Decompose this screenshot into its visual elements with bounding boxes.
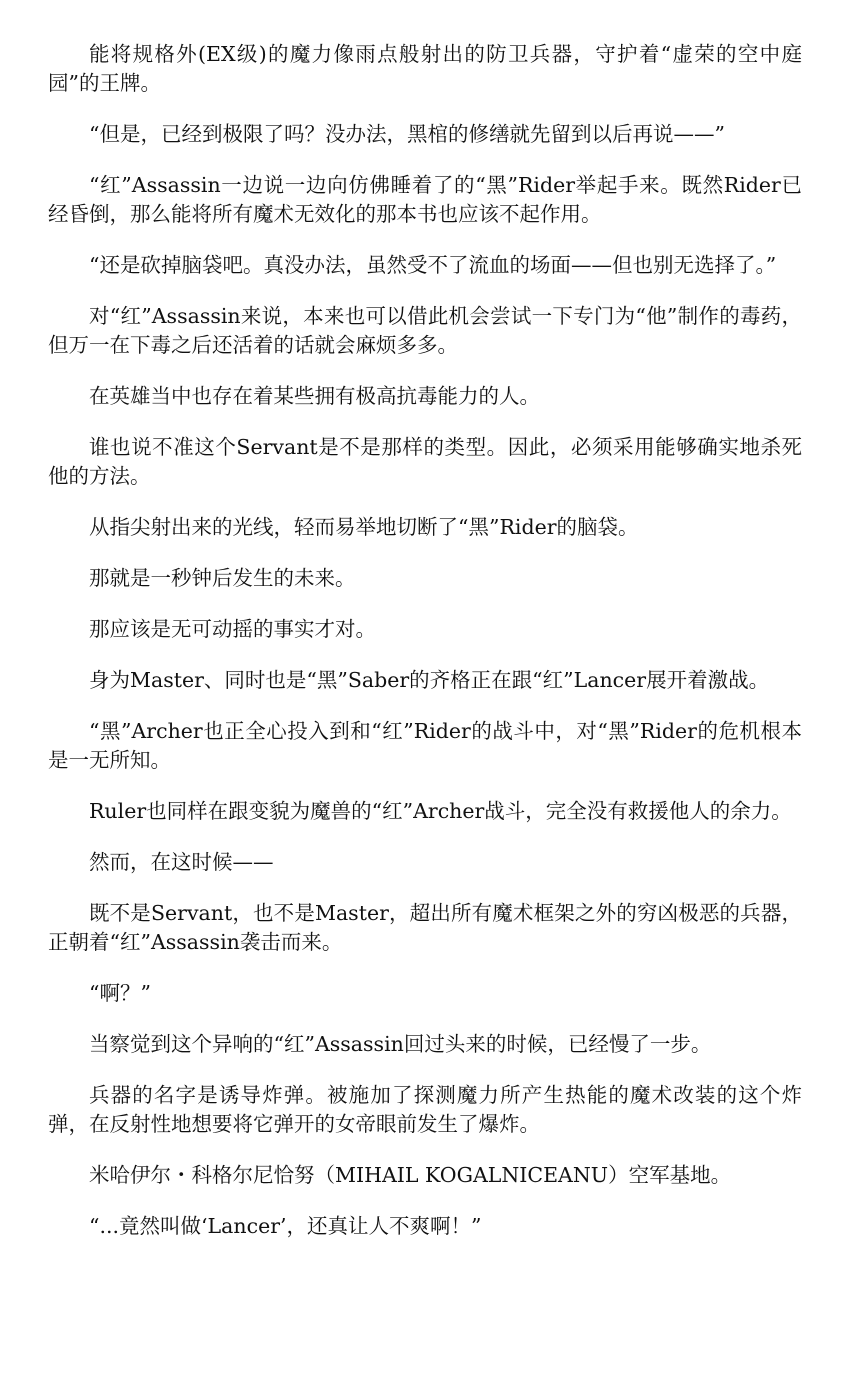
paragraph: 那应该是无可动摇的事实才对。 xyxy=(89,617,376,641)
paragraph: 兵器的名字是诱导炸弹。被施加了探测魔力所产生热能的魔术改装的这个炸弹，在反射性地想要将它弹开的女帝眼前发生了爆炸。 xyxy=(48,1083,802,1136)
paragraph: “啊？” xyxy=(89,981,151,1005)
paragraph: “但是，已经到极限了吗？没办法，黑棺的修缮就先留到以后再说——” xyxy=(89,122,725,146)
paragraph: 那就是一秒钟后发生的未来。 xyxy=(89,566,356,590)
paragraph: 当察觉到这个异响的“红”Assassin回过头来的时候，已经慢了一步。 xyxy=(89,1032,712,1056)
paragraph: “红”Assassin一边说一边向仿佛睡着了的“黑”Rider举起手来。既然Rider已经昏倒，那么能将所有魔术无效化的那本书也应该不起作用。 xyxy=(48,173,802,226)
paragraph: 身为Master、同时也是“黑”Saber的齐格正在跟“红”Lancer展开着激战。 xyxy=(89,668,770,692)
paragraph: 既不是Servant，也不是Master，超出所有魔术框架之外的穷凶极恶的兵器，正朝着“红”Assassin袭击而来。 xyxy=(48,901,802,954)
paragraph: 然而，在这时候—— xyxy=(89,850,274,874)
paragraph: 米哈伊尔・科格尔尼恰努（MIHAIL KOGALNICEANU）空军基地。 xyxy=(89,1163,732,1187)
paragraph: 从指尖射出来的光线，轻而易举地切断了“黑”Rider的脑袋。 xyxy=(89,515,639,539)
paragraph: Ruler也同样在跟变貌为魔兽的“红”Archer战斗，完全没有救援他人的余力。 xyxy=(89,799,792,823)
paragraph: 对“红”Assassin来说，本来也可以借此机会尝试一下专门为“他”制作的毒药，但万一在下毒之后还活着的话就会麻烦多多。 xyxy=(48,304,802,357)
paragraph: 能将规格外(EX级)的魔力像雨点般射出的防卫兵器，守护着“虚荣的空中庭园”的王牌。 xyxy=(48,42,802,95)
paragraph: 谁也说不准这个Servant是不是那样的类型。因此，必须采用能够确实地杀死他的方法。 xyxy=(48,435,802,488)
paragraph: “还是砍掉脑袋吧。真没办法，虽然受不了流血的场面——但也别无选择了。” xyxy=(89,253,777,277)
paragraph: 在英雄当中也存在着某些拥有极高抗毒能力的人。 xyxy=(89,384,540,408)
paragraph: “黑”Archer也正全心投入到和“红”Rider的战斗中，对“黑”Rider的危机根本是一无所知。 xyxy=(48,719,802,772)
document-body xyxy=(48,40,802,1263)
paragraph: “...竟然叫做‘Lancer’，还真让人不爽啊！” xyxy=(89,1214,482,1238)
